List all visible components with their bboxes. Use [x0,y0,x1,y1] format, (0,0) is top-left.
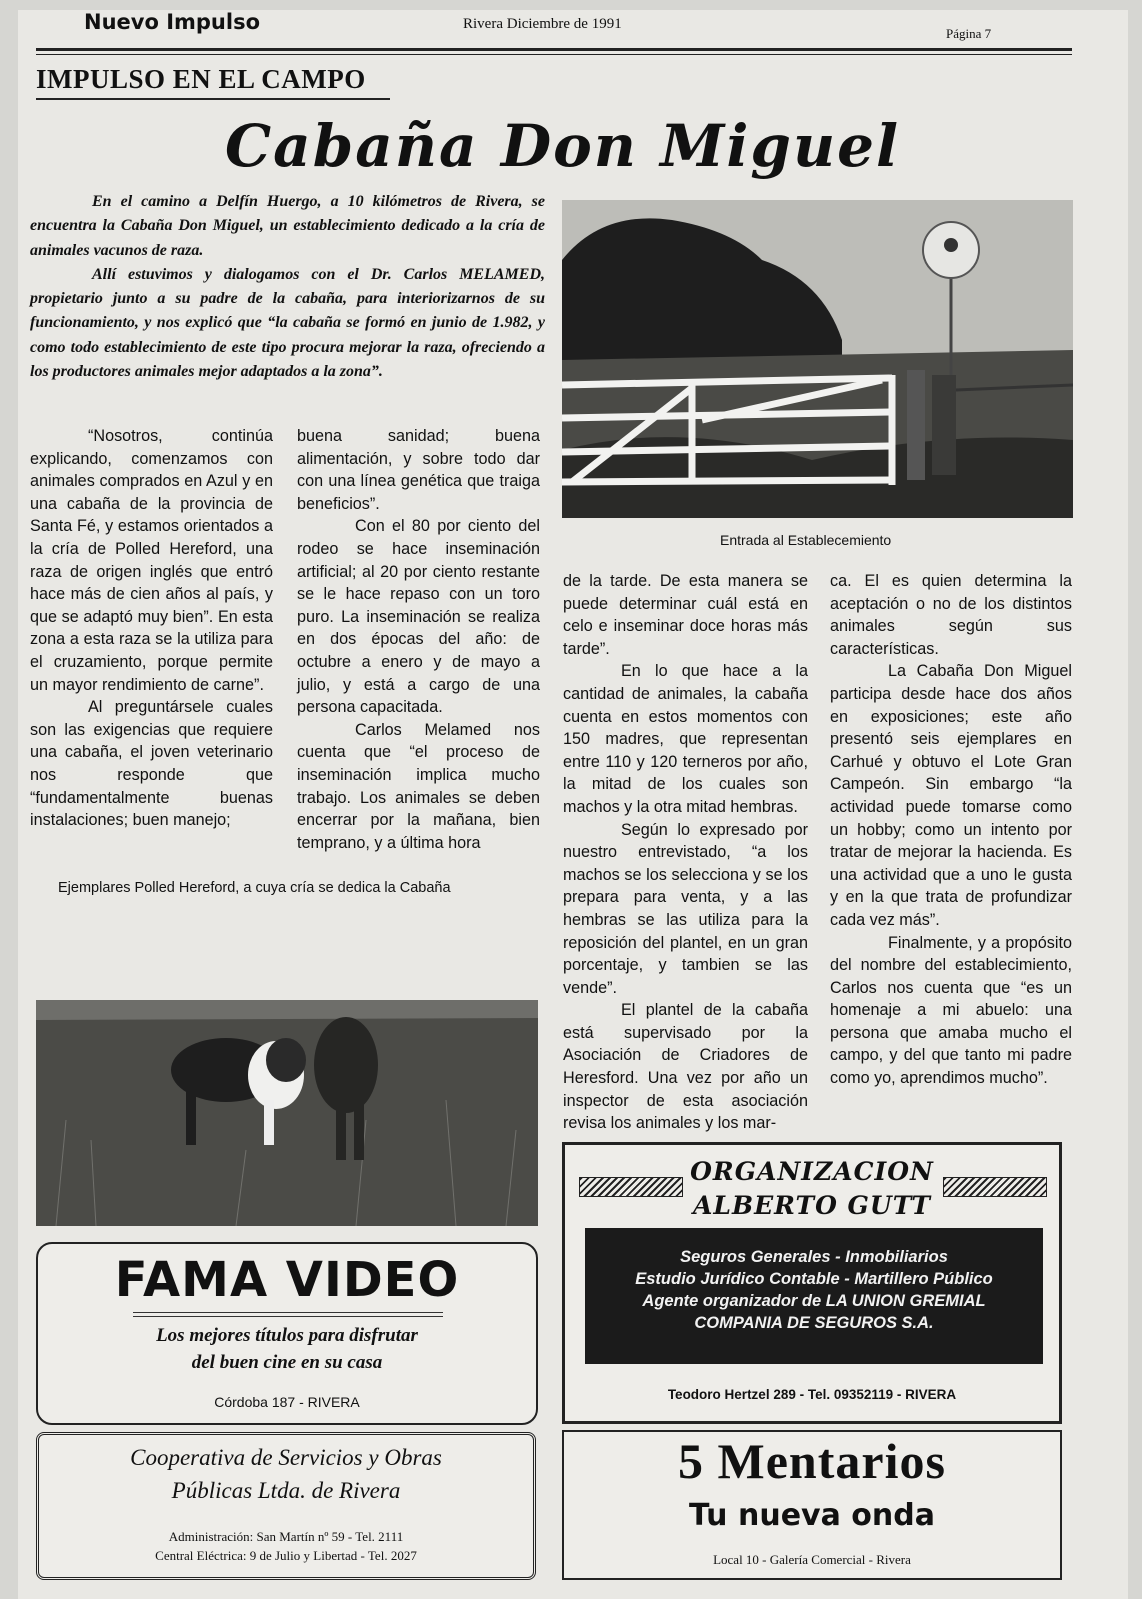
alberto-gutt-services [585,1228,1043,1364]
cooperativa-contacts [39,1527,533,1565]
page-number: Página 7 [946,26,992,41]
mentarios-tagline: Tu nueva onda [689,1498,935,1533]
tagline-line: del buen cine en su casa [191,1352,383,1373]
fama-video-address: Córdoba 187 - RIVERA [214,1394,360,1410]
alberto-gutt-title [565,1155,1059,1223]
cooperativa-name-line: Públicas Ltda. de Rivera [171,1478,401,1503]
newspaper-name: Nuevo Impulso [84,10,260,34]
column-paragraph: de la tarde. De esta manera se puede determinar cuál está en celo e inseminar doce horas más tarde”. [563,572,808,658]
article-intro [30,190,545,384]
mentarios-ad [562,1430,1062,1580]
cooperativa-central: Central Eléctrica: 9 de Julio y Libertad - Tel. 2027 [155,1548,417,1563]
mentarios-name: 5 Mentarios [678,1433,946,1489]
article-column-4 [830,570,1072,1090]
cooperativa-name-line: Cooperativa de Servicios y Obras [130,1445,442,1470]
service-line: Seguros Generales - Inmobiliarios [680,1248,948,1266]
cattle-caption: Ejemplares Polled Hereford, a cuya cría se dedica la Cabaña [58,880,451,896]
column-paragraph: Carlos Melamed nos cuenta que “el proceso de inseminación implica mucho trabajo. Los animales se deben encerrar por la mañana, bien temprano, y a última hora [297,720,540,852]
service-line: COMPANIA DE SEGUROS S.A. [694,1314,934,1332]
fama-video-ad [36,1242,538,1425]
title-line: ALBERTO GUTT [692,1191,932,1220]
header-rule-thin [36,54,1072,55]
service-line: Agente organizador de LA UNION GREMIAL [642,1292,986,1310]
column-paragraph: El plantel de la cabaña está supervisado por la Asociación de Criadores de Heresford. Una vez por año un inspector de esta asociación revisa los animales y los mar- [563,1001,808,1133]
cooperativa-name [39,1441,533,1507]
header-rule [36,48,1072,51]
section-rule [36,98,390,100]
column-paragraph: Al preguntársele cuales son las exigencias que requiere una cabaña, el joven veterinario nos responde que “fundamentalmente buenas instalaciones; buen manejo; [30,698,273,830]
article-column-3 [563,570,808,1135]
section-heading: IMPULSO EN EL CAMPO [36,64,366,94]
column-paragraph: ca. El es quien determina la aceptación o no de los distintos animales según sus características. [830,572,1072,658]
mentarios-address: Local 10 - Galería Comercial - Rivera [713,1552,911,1567]
issue-date: Rivera Diciembre de 1991 [463,16,622,32]
cooperativa-admin: Administración: San Martín nº 59 - Tel. 2111 [168,1529,404,1544]
cooperativa-ad [36,1432,536,1580]
fama-video-tagline [38,1322,536,1376]
intro-paragraph: Allí estuvimos y dialogamos con el Dr. Carlos MELAMED, propietario junto a su padre de la cabaña, para interiorizarnos de su funcionamiento, y nos explicó que “la cabaña se formó en junio de 1.982, y como todo establecimiento de este tipo procura mejorar la raza, ofreciendo a los productores animales mejor adaptados a la zona”. [30,265,545,381]
alberto-gutt-ad [562,1142,1062,1424]
title-line: ORGANIZACION [690,1157,934,1186]
gate-caption: Entrada al Establecemiento [720,532,892,548]
column-paragraph: En lo que hace a la cantidad de animales, la cabaña cuenta en estos momentos con 150 madres, que representan entre 110 y 120 terneros por año, la mitad de los cuales son machos y la otra mitad hembras. [563,662,808,816]
column-paragraph: La Cabaña Don Miguel participa desde hace dos años en exposiciones; este año presentó seis ejemplares en Carhué y obtuvo el Lote Gran Campeón. Sin embargo “la actividad puede tomarse como un hobby; como un intento por tratar de mejorar la hacienda. Es una actividad que a uno le gusta y en la que trata de profundizar cada vez más”. [830,662,1072,929]
column-paragraph: “Nosotros, continúa explicando, comenzamos con animales comprados en Azul y en una cabaña de la provincia de Santa Fé, y estamos orientados a la cría de Polled Hereford, una raza de origen inglés que entró hace más de cien años al país, y que se adaptó muy bien”. En esta zona a esta raza se la utiliza para el cruzamiento, porque permite un mayor rendimiento de carne”. [30,427,273,694]
article-column-1 [30,425,273,832]
fama-video-name: FAMA VIDEO [114,1252,460,1308]
article-title: Cabaña Don Miguel [225,112,901,180]
column-paragraph: Con el 80 por ciento del rodeo se hace inseminación artificial; al 20 por ciento restante se le hace repaso con un toro puro. La inseminación se realiza en dos épocas del año: de octubre a enero y de mayo a julio, y está a cargo de una persona capacitada. [297,517,540,717]
column-paragraph: buena sanidad; buena alimentación, y sobre todo dar con una línea genética que traiga beneficios”. [297,427,540,513]
service-line: Estudio Jurídico Contable - Martillero Público [635,1270,993,1288]
intro-paragraph: En el camino a Delfín Huergo, a 10 kilómetros de Rivera, se encuentra la Cabaña Don Miguel, un establecimiento dedicado a la cría de animales vacunos de raza. [30,193,545,259]
alberto-gutt-address: Teodoro Hertzel 289 - Tel. 09352119 - RIVERA [667,1387,957,1402]
tagline-line: Los mejores títulos para disfrutar [156,1325,418,1346]
ad-rule [133,1312,443,1313]
cattle-photo [36,1000,538,1226]
column-paragraph: Finalmente, y a propósito del nombre del establecimiento, Carlos nos cuenta que “es un homenaje a mi abuelo: una persona que amaba mucho el campo, y del que tanto mi padre como yo, aprendimos mucho”. [830,933,1072,1088]
gate-photo [562,200,1073,518]
page-header [18,10,1068,60]
ad-rule [133,1316,443,1317]
column-paragraph: Según lo expresado por nuestro entrevistado, “a los machos se los selecciona y se los prepara para venta, y a las hembras se las utiliza para la reposición del plantel, en un gran porcentaje, y tambien se las vende”. [563,820,808,997]
article-column-2 [297,425,540,854]
